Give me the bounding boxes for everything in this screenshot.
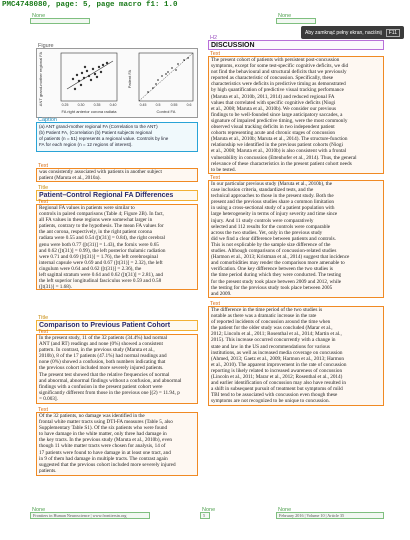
caption-line: FA for each region (n = 12 regions of interest). [39,142,133,147]
footer-none-right: None February 2016 | Volume 10 | Article 35 [276,512,384,519]
left-xtick: 0.30 [77,103,85,107]
fullscreen-tooltip [301,26,404,39]
text-block-1: Text was consistently associated with patients in another subject patient (Maruta et al., 2010a). [36,168,198,182]
caption-line: (b) Patient FA, (Correlation (b) Patient subjects regional [39,130,152,135]
right-scatter-plot [139,53,193,101]
right-xtick: 0.6 [186,103,192,107]
header-none-right: None [276,18,316,24]
figure-region: Figure ANT grand-mother regional FA 0.25 0.30 0.35 0.40 FA right anterior corona radiata Patient FA 0.45 0.5 0.55 0.6 Control FA [36,48,198,118]
figure-scatter-plots [37,49,197,117]
figure-caption: Caption (a) ANT grand-mother regional FA (Correlation to the ANT) (b) Patient FA, (Correlation (b) Patient subjects regional of patients (n = 51) represents a regional value. Controls by line FA for each region (n = 12 regions of interest). [36,122,198,152]
right-xtick: 0.55 [170,103,178,107]
text-block-r2: Text In our particular previous study (Maruta et al., 2010b), the case inclusion criteria, standardized tests, and the technical approaches to those in the present study. Both the present and the previous studies share a common limitation in using a cross-sectional study of a patient population with large heterogeneity in terms of injury severity and time since injury. And 11 study controls were comparatively selected and 112 results for the controls were comparable across the two studies. Yet, only in the previous study did we find a clear difference between patients and controls. This is not explicable by the sample size difference of the studies. Although comparisons of concussion-related studies (Harmon et al., 2013; Kristman et al., 2014) suggest that incidence and comorbidities may render the comparison more amenable to verification. One key difference between the two studies is the time period during which they were conducted. The testing for the present study took place between 2009 and 2012, while the testing for the previous study took place between 2005 and 2009. [208,180,384,298]
section-title-previous-cohort: Title Comparison to Previous Patient Cohort [36,320,198,331]
right-xtick: 0.45 [139,103,147,107]
right-plot-ylabel: Patient FA [127,69,132,89]
left-xtick: 0.25 [61,103,69,107]
section-title-fa-differences: Title Patient–Control Regional FA Differences [36,190,198,201]
text-block-2: Text Regional FA values in patients were similar to controls in paired comparisons (Table 4; Figure 2B). In fact, all FA values in these regions were somewhat larger in patients, contrary to the hypothesis. The mean FA values for the ant corona, respectively, in the right patient corona radiata were 0.55 and 0.54 ([t(31)] = 0.84), the right cerebral genu were both 0.77 ([t(31)] = 1.43), the fornix were 0.65 and 0.62 ([t(31)] = 0.99), the left posterior thalamic radiation were 0.71 and 0.69 ([t(31)] = 1.76), the left cerebrospinal internal capsule were 0.69 and 0.67 ([t(31)] = 2.32), the left cingulum were 0.64 and 0.62 ([t(31)] = 2.36), the left sagittal stratum were 0.64 and 0.62 ([t(31)] = 2.81), and the left superior longitudinal fasciculus were 0.59 and 0.58 ([t(31)] = 1.68). [36,204,198,290]
left-plot-ylabel: ANT grand-mother regional FA [38,51,43,107]
text-block-r3: Text The difference in the time period of the two studies is notable as there was a dramatic increase in the rate of reported incidents of concussion around the time when the patient for the older study was concluded (Marar et al., 2012; Lincoln et al., 2011; Rosenthal et al., 2014; Martin et al., 2015). This increase occurred concurrently with a change in state and law in the US and recommendations for various institutions, as well as increased media coverage on concussion (Ahmed, 2013; Gaetz et al., 2009; Harmon et al., 2013; Harmon et al., 2010). The apparent improvement in the rate of concussion reporting is likely related to increased awareness of concussion (Lincoln et al., 2011; Marar et al., 2012; Rosenthal et al., 2014) and earlier identification of concussion may also have resulted in a shift in subsequent pursuit of treatment but symptoms of mild TBI tend to be associated with concussion even though these symptoms are not recognized to be unique to concussion. [208,306,384,406]
left-scatter-plot [61,53,117,101]
text-block-3: Text In the present study, 11 of the 32 patients (34.4%) had normal ANT (and RT) readings and none (0%) showed a consistent pattern. In contrast, in the previous study (Maruta et al., 2010b), 8 of the 17 patients (47.1%) had normal readings and none (0%) showed a confusion, both numbers indicating that the previous cohort included more severely injured patients. The present test showed that the relative frequencies of normal and abnormal, abnormal findings without a confusion, and abnormal findings with a confusion in the present patient cohort were significantly different from those in the previous one [(2) = 11.94, p = 0.003]. [36,334,198,404]
caption-line: of patients (n = 51) represents a regional value. Controls by line [39,136,169,141]
footer-page-number: None 5 [202,507,216,518]
text-block-r1: Text The present cohort of patients with persistent post-concussion symptoms, except for some test-specific cognitive deficits, we did not find the behavioural and structural deficits that we previously reported as characteristic of concussion. Specifically, these characteristics were deficits in predictive timing as demonstrated by high quantification of predictive visual tracking performance (Maruta et al., 2010b, 2011, 2014) and reduced regional FA values that correlated with specific cognitive deficits (Niogi et al., 2008; Maruta et al., 2010b). We consider our previous findings to be well-founded since large anticipatory saccades, a signature of impaired predictive timing, were the most commonly observed visual tracking deficits in two independent patient cohorts representing acute and chronic stages of concussion (Maruta et al., 2010b; Maruta et al., 2014). The structure-function relationship we identified in the previous patient cohorts (Niogi et al., 2008; Maruta et al., 2010b) is also consistent with a frontal vulnerability in concussion (Ettenhofer et al., 2014). Thus, the general relevance of these characteristics in the present patient cohort needs to be tested. [208,56,384,174]
tooltip-key: F11 [386,29,400,37]
right-plot-xlabel: Control FA [156,109,176,114]
right-xtick: 0.5 [155,103,161,107]
footer-none-left: None Frontiers in Human Neuroscience | www.frontiersin.org [30,512,150,519]
tooltip-text: Aby zamknąć pełny ekran, naciśnij [305,29,382,36]
caption-line: (a) ANT grand-mother regional FA (Correlation to the ANT) [39,124,158,129]
left-plot-xlabel: FA right anterior corona radiata [61,109,117,114]
header-none-left: None [30,18,90,24]
text-block-4: Text Of the 32 patients, no damage was identified in the frontal white matter tracts using DTI-FA measures (Table 5, also Supplementary Table S1). Of the six patients who were found to have damage in the white matter, only three had damage in the key tracts. In the previous study (Maruta et al., 2010b), even though 11 white matter tracts were chosen for analysis, 14 of 17 patients were found to have damage in at least one tract, and in 9 of them had damage in multiple tracts. The contrast again suggested that the previous cohort included more severely injured patients. [36,412,198,476]
left-xtick: 0.35 [93,103,101,107]
left-xtick: 0.40 [109,103,117,107]
discussion-heading: H2 DISCUSSION [208,40,384,50]
page-header-title: PMC4748080, page: 5, page macro f1: 1.0 [2,1,178,9]
